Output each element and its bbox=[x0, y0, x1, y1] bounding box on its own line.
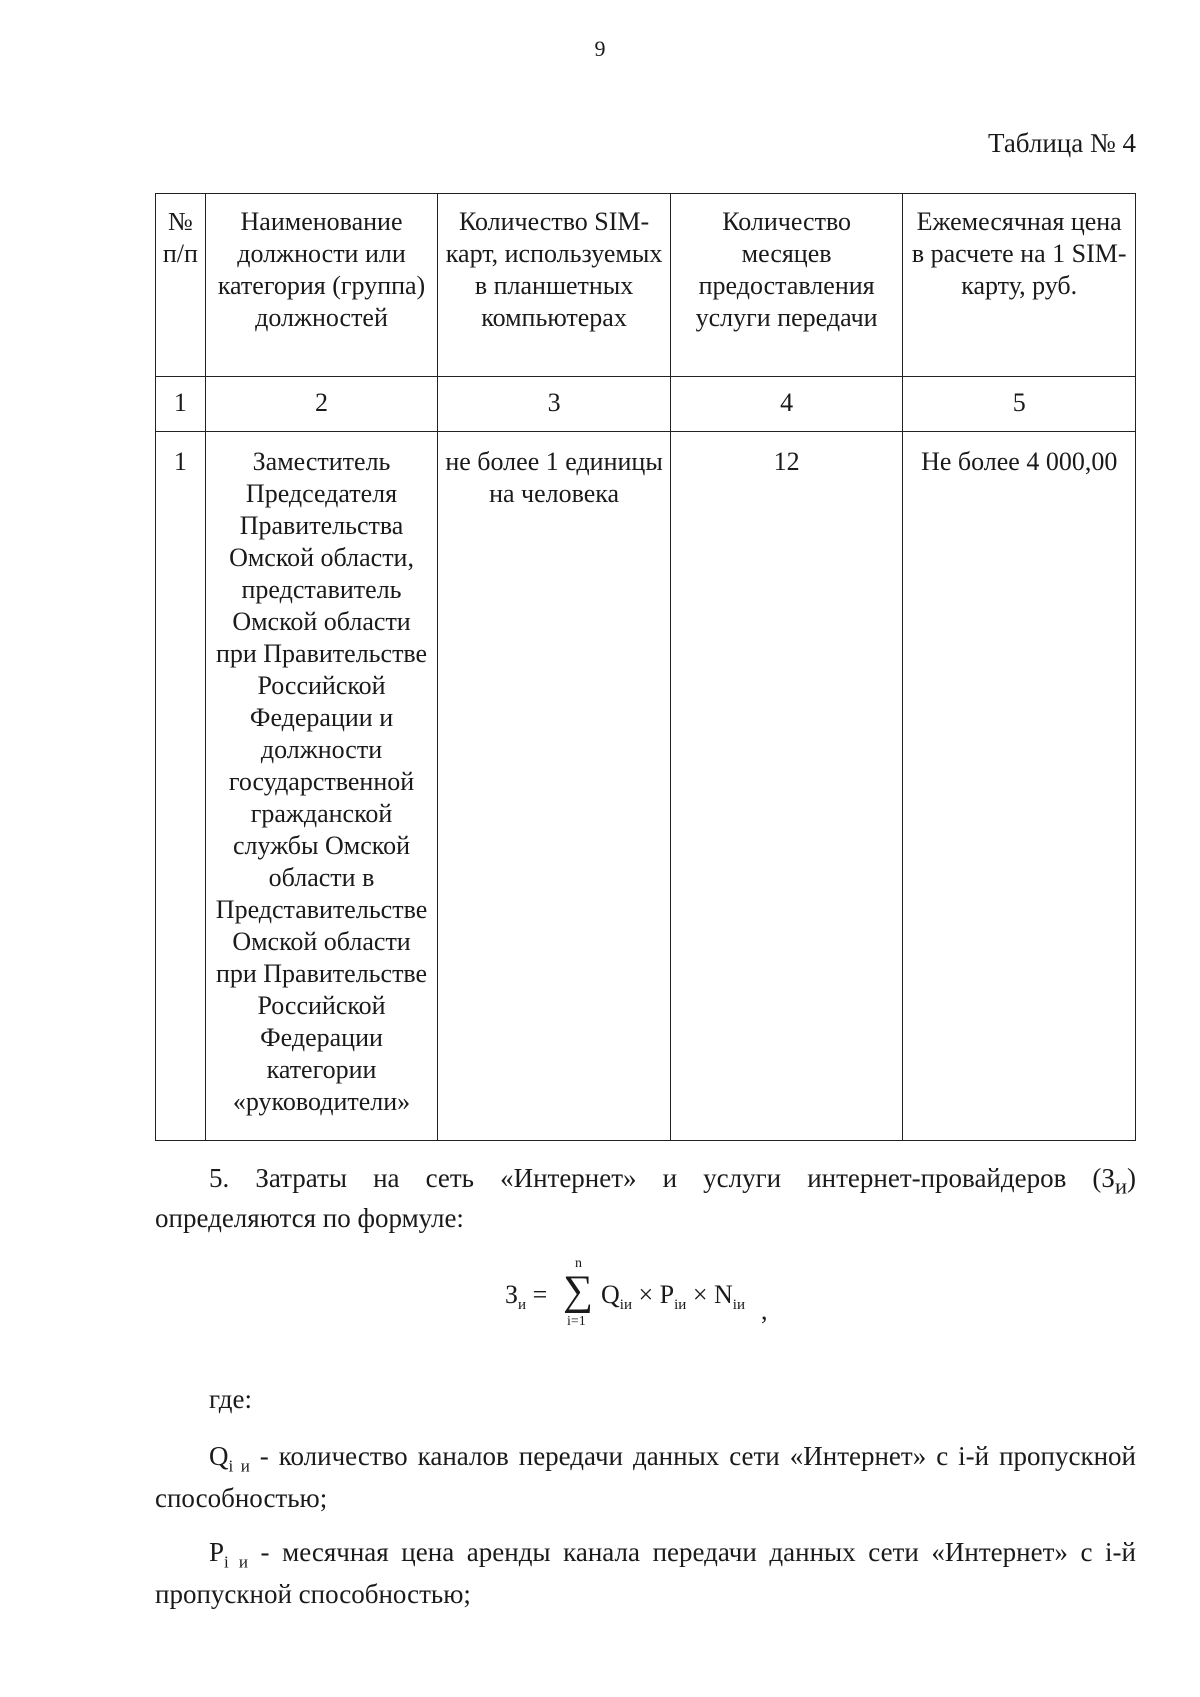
definition-p bbox=[155, 1536, 1136, 1611]
column-number: 5 bbox=[903, 377, 1136, 432]
formula-comma: , bbox=[761, 1296, 768, 1325]
header-position: Наименование должности или категория (группа) должностей bbox=[205, 194, 438, 377]
row-number: 1 bbox=[156, 432, 206, 1141]
definition-q bbox=[155, 1440, 1136, 1515]
table-header-row bbox=[156, 194, 1136, 377]
formula-n: N bbox=[714, 1280, 733, 1309]
formula-sigma: ∑ bbox=[563, 1268, 593, 1314]
definition-symbol-sub: i и bbox=[224, 1552, 248, 1572]
row-position: Заместитель Председателя Правительства Омской области, представитель Омской области при Правительстве Российской Федерации и должности государственной гражданской службы Омской области в Представительстве Омской области при Правительстве Российской Федерации категории «руководители» bbox=[205, 432, 438, 1141]
header-sim-count: Количество SIM-карт, используемых в планшетных компьютерах bbox=[438, 194, 671, 377]
column-number-row bbox=[156, 377, 1136, 432]
table-row bbox=[156, 432, 1136, 1141]
formula-upper-limit: n bbox=[575, 1256, 582, 1271]
formula-rhs bbox=[601, 1280, 745, 1314]
column-number: 3 bbox=[438, 377, 671, 432]
formula-n-sub: iи bbox=[732, 1297, 745, 1314]
formula-lhs-symbol: З bbox=[505, 1280, 519, 1309]
formula-p: P bbox=[659, 1280, 675, 1309]
definition-symbol: Q bbox=[209, 1441, 229, 1471]
row-price: Не более 4 000,00 bbox=[903, 432, 1136, 1141]
definition-symbol-sub: i и bbox=[228, 1456, 250, 1476]
page-number: 9 bbox=[594, 36, 606, 61]
formula-times: × bbox=[638, 1280, 654, 1309]
column-number: 2 bbox=[205, 377, 438, 432]
definition-text: - месячная цена аренды канала передачи данных сети «Интернет» с i-й пропускной способностью; bbox=[155, 1537, 1136, 1610]
formula-lower-limit: i=1 bbox=[567, 1314, 586, 1329]
column-number: 4 bbox=[670, 377, 903, 432]
row-months: 12 bbox=[670, 432, 903, 1141]
definition-text: - количество каналов передачи данных сети «Интернет» с i-й пропускной способностью; bbox=[155, 1441, 1136, 1514]
paragraph-5-text-end: ) определяются по формуле: bbox=[155, 1163, 1136, 1234]
header-months: Количество месяцев предоставления услуги передачи bbox=[670, 194, 903, 377]
header-price: Ежемесячная цена в расчете на 1 SIM-карту, руб. bbox=[903, 194, 1136, 377]
table-caption: Таблица № 4 bbox=[988, 128, 1136, 158]
paragraph-5-text: 5. Затраты на сеть «Интернет» и услуги интернет-провайдеров (З bbox=[209, 1163, 1115, 1193]
internet-cost-formula bbox=[505, 1256, 805, 1336]
header-number: № п/п bbox=[156, 194, 206, 377]
formula-lhs bbox=[505, 1280, 547, 1314]
where-label: где: bbox=[209, 1384, 252, 1414]
formula-q-sub: iи bbox=[619, 1297, 632, 1314]
formula-p-sub: iи bbox=[674, 1297, 687, 1314]
formula-q: Q bbox=[601, 1280, 620, 1309]
formula-times: × bbox=[692, 1280, 708, 1309]
data-table bbox=[155, 193, 1136, 1141]
row-sim-count: не более 1 единицы на человека bbox=[438, 432, 671, 1141]
paragraph-5-subscript: и bbox=[1114, 1173, 1127, 1199]
definition-symbol: P bbox=[209, 1537, 225, 1567]
formula-equals: = bbox=[532, 1280, 548, 1309]
formula-lhs-sub: и bbox=[518, 1297, 527, 1314]
paragraph-5 bbox=[155, 1162, 1136, 1235]
column-number: 1 bbox=[156, 377, 206, 432]
